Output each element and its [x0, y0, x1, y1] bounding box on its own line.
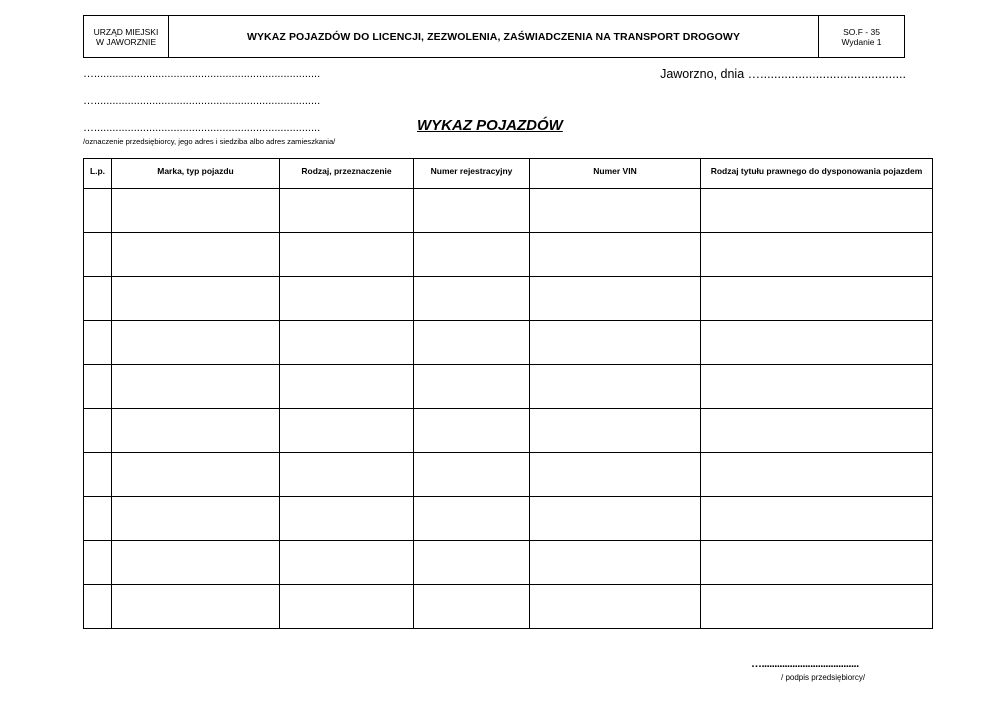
table-header-row	[84, 159, 933, 189]
signature-line[interactable]: …......................................	[751, 658, 859, 670]
table-cell[interactable]	[414, 277, 530, 321]
table-cell[interactable]	[530, 541, 701, 585]
date-line[interactable]: Jaworzno, dnia …..........................................	[660, 67, 906, 81]
table-cell[interactable]	[414, 497, 530, 541]
table-cell[interactable]	[280, 541, 414, 585]
table-cell[interactable]	[112, 233, 280, 277]
table-cell[interactable]	[414, 409, 530, 453]
table-cell[interactable]	[280, 585, 414, 629]
form-edition: Wydanie 1	[841, 36, 882, 47]
table-cell[interactable]	[280, 233, 414, 277]
table-cell[interactable]	[414, 453, 530, 497]
table-cell[interactable]	[530, 277, 701, 321]
table-row	[84, 321, 933, 365]
table-cell[interactable]	[414, 233, 530, 277]
table-cell[interactable]	[112, 189, 280, 233]
table-cell[interactable]	[84, 189, 112, 233]
table-cell[interactable]	[112, 277, 280, 321]
table-cell[interactable]	[280, 497, 414, 541]
table-cell[interactable]	[414, 189, 530, 233]
table-cell[interactable]	[84, 365, 112, 409]
signature-caption: / podpis przedsiębiorcy/	[781, 673, 866, 682]
column-header-registration: Numer rejestracyjny	[414, 159, 530, 189]
table-cell[interactable]	[280, 365, 414, 409]
table-cell[interactable]	[530, 497, 701, 541]
table-row	[84, 233, 933, 277]
column-header-kind-purpose: Rodzaj, przeznaczenie	[280, 159, 414, 189]
table-cell[interactable]	[280, 409, 414, 453]
entrepreneur-line-3[interactable]: …..........................................................................	[83, 122, 321, 134]
table-row	[84, 365, 933, 409]
table-cell[interactable]	[84, 321, 112, 365]
table-cell[interactable]	[530, 321, 701, 365]
table-row	[84, 453, 933, 497]
table-row	[84, 497, 933, 541]
column-header-make-type: Marka, typ pojazdu	[112, 159, 280, 189]
table-cell[interactable]	[701, 189, 933, 233]
form-code-block	[818, 16, 904, 57]
table-cell[interactable]	[701, 453, 933, 497]
office-line-1: URZĄD MIEJSKI	[93, 26, 159, 37]
issuing-office	[84, 16, 169, 57]
form-header	[83, 15, 905, 58]
table-cell[interactable]	[84, 585, 112, 629]
table-cell[interactable]	[530, 453, 701, 497]
table-cell[interactable]	[112, 365, 280, 409]
vehicle-table	[83, 158, 933, 629]
table-cell[interactable]	[701, 541, 933, 585]
table-cell[interactable]	[701, 321, 933, 365]
table-cell[interactable]	[280, 453, 414, 497]
table-cell[interactable]	[414, 585, 530, 629]
table-cell[interactable]	[112, 497, 280, 541]
entrepreneur-line-2[interactable]: …..........................................................................	[83, 95, 321, 107]
column-header-legal-title: Rodzaj tytułu prawnego do dysponowania pojazdem	[701, 159, 933, 189]
table-cell[interactable]	[530, 189, 701, 233]
table-cell[interactable]	[701, 277, 933, 321]
table-cell[interactable]	[530, 365, 701, 409]
table-cell[interactable]	[112, 409, 280, 453]
column-header-lp: L.p.	[84, 159, 112, 189]
table-row	[84, 277, 933, 321]
table-cell[interactable]	[530, 585, 701, 629]
table-cell[interactable]	[84, 541, 112, 585]
table-cell[interactable]	[701, 365, 933, 409]
table-cell[interactable]	[280, 277, 414, 321]
table-cell[interactable]	[530, 233, 701, 277]
table-cell[interactable]	[84, 497, 112, 541]
table-cell[interactable]	[414, 321, 530, 365]
entrepreneur-caption: /oznaczenie przedsiębiorcy, jego adres i siedziba albo adres zamieszkania/	[83, 137, 336, 146]
table-cell[interactable]	[84, 453, 112, 497]
document-title: WYKAZ POJAZDÓW	[417, 117, 563, 134]
column-header-vin: Numer VIN	[530, 159, 701, 189]
table-cell[interactable]	[414, 541, 530, 585]
table-row	[84, 409, 933, 453]
table-cell[interactable]	[701, 409, 933, 453]
table-cell[interactable]	[701, 233, 933, 277]
table-cell[interactable]	[84, 277, 112, 321]
table-row	[84, 585, 933, 629]
table-cell[interactable]	[84, 233, 112, 277]
table-cell[interactable]	[701, 585, 933, 629]
table-cell[interactable]	[112, 541, 280, 585]
table-cell[interactable]	[701, 497, 933, 541]
table-row	[84, 189, 933, 233]
table-cell[interactable]	[414, 365, 530, 409]
form-code: SO.F - 35	[843, 26, 880, 37]
table-cell[interactable]	[112, 321, 280, 365]
table-cell[interactable]	[280, 189, 414, 233]
table-cell[interactable]	[112, 453, 280, 497]
table-cell[interactable]	[84, 409, 112, 453]
entrepreneur-line-1[interactable]: …..........................................................................	[83, 68, 321, 80]
table-cell[interactable]	[280, 321, 414, 365]
table-row	[84, 541, 933, 585]
table-body	[84, 189, 933, 629]
form-title: WYKAZ POJAZDÓW DO LICENCJI, ZEZWOLENIA, ZAŚWIADCZENIA NA TRANSPORT DROGOWY	[246, 30, 741, 43]
table-cell[interactable]	[112, 585, 280, 629]
office-line-2: W JAWORZNIE	[95, 36, 157, 47]
table-cell[interactable]	[530, 409, 701, 453]
